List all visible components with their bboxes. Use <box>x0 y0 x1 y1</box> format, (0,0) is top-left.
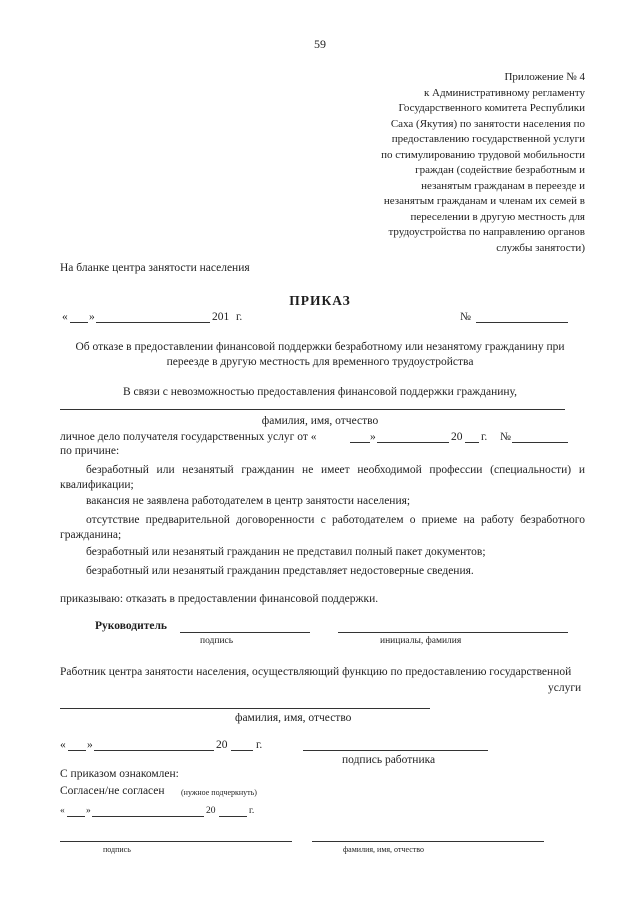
annex-line: незанятым гражданам и членам их семей в <box>383 195 585 207</box>
case-day-blank <box>350 442 370 443</box>
annex-block <box>381 70 585 256</box>
annex-line: незанятым гражданам в переезде и <box>421 179 585 192</box>
annex-line: Саха (Якутия) по занятости населения по <box>390 117 585 130</box>
bottom-fio-blank <box>312 841 544 842</box>
bottom-date-open: « <box>60 806 65 816</box>
worker-year: 20 <box>216 739 228 751</box>
worker-fio-caption: фамилия, имя, отчество <box>235 712 352 724</box>
order-number-blank <box>476 322 568 323</box>
annex-line: Приложение № 4 <box>504 71 585 83</box>
annex-line: трудоустройства по направлению органов <box>388 226 585 238</box>
case-text: личное дело получателя государственных услуг от « <box>60 431 317 443</box>
document-title: ПРИКАЗ <box>289 293 351 308</box>
bottom-fio-caption: фамилия, имя, отчество <box>343 845 424 854</box>
bottom-day-blank <box>67 816 85 817</box>
case-year-blank <box>465 442 479 443</box>
worker-month-blank <box>94 750 214 751</box>
signature-caption: подпись <box>200 636 234 646</box>
reason-item: безработный или незанятый гражданин не представил полный пакет документов; <box>86 546 486 558</box>
worker-date-close: » <box>87 739 93 751</box>
bottom-signature-blank <box>60 841 292 842</box>
agree-note: (нужное подчеркнуть) <box>181 788 257 797</box>
reason-item: вакансия не заявлена работодателем в центр занятости населения; <box>86 495 411 507</box>
worker-date-open: « <box>60 739 66 751</box>
order-day-blank <box>70 322 88 323</box>
worker-day-blank <box>68 750 86 751</box>
order-year-suffix: г. <box>236 311 243 323</box>
bottom-year-suffix: г. <box>249 806 255 816</box>
head-initials-blank <box>338 632 568 633</box>
order-number-label: № <box>460 311 471 323</box>
case-number-blank <box>512 442 568 443</box>
reason-item: безработный или незанятый гражданин не имеет необходимой профессии (специальности) и квалификации; <box>60 464 585 491</box>
head-signature-blank <box>180 632 310 633</box>
order-date-close: » <box>89 311 95 323</box>
case-month-blank <box>377 442 449 443</box>
case-close-quote: » <box>370 431 376 443</box>
reason-item: отсутствие предварительной договоренности с работодателем о приеме на работу безработного гражданина; <box>60 514 585 541</box>
bottom-month-blank <box>92 816 204 817</box>
annex-line: по стимулированию трудовой мобильности <box>381 148 585 161</box>
annex-line: предоставлению государственной услуги <box>391 133 585 145</box>
bottom-date-close: » <box>86 806 91 816</box>
worker-signature-blank <box>303 750 488 751</box>
reason-label: по причине: <box>60 445 120 457</box>
fio-caption: фамилия, имя, отчество <box>261 415 379 427</box>
order-month-blank <box>96 322 210 323</box>
worker-fio-blank <box>60 708 430 709</box>
order-year: 201 <box>212 311 230 323</box>
worker-text-end: услуги <box>548 682 582 694</box>
worker-text: Работник центра занятости населения, осуществляющий функцию по предоставлению государственной <box>60 666 572 678</box>
fio-blank <box>60 409 565 410</box>
bottom-year-blank <box>219 816 247 817</box>
order-text: приказываю: отказать в предоставлении финансовой поддержки. <box>60 593 379 605</box>
case-year-suffix: г. <box>481 431 488 443</box>
intro-text: В связи с невозможностью предоставления финансовой поддержки гражданину, <box>122 386 518 398</box>
worker-year-blank <box>231 750 253 751</box>
bottom-year: 20 <box>206 806 216 816</box>
annex-line: к Административному регламенту <box>423 86 585 99</box>
annex-line: Государственного комитета Республики <box>398 102 585 114</box>
acquainted-text: С приказом ознакомлен: <box>60 768 179 780</box>
case-number-label: № <box>500 431 511 443</box>
head-label: Руководитель <box>95 620 167 632</box>
bottom-signature-caption: подпись <box>103 845 131 854</box>
annex-line: переселении в другую местность для <box>410 210 585 223</box>
initials-caption: инициалы, фамилия <box>380 636 462 646</box>
letterhead-note: На бланке центра занятости населения <box>60 262 250 274</box>
order-subject: Об отказе в предоставлении финансовой поддержки безработному или незанятому гражданину при переезде в другую местность для временного трудоустройства <box>75 341 565 368</box>
worker-year-suffix: г. <box>256 739 263 751</box>
order-date-open: « <box>62 311 68 323</box>
case-year: 20 <box>451 431 463 443</box>
annex-line: граждан (содействие безработным и <box>415 164 585 176</box>
agree-text: Согласен/не согласен <box>60 785 165 797</box>
worker-signature-caption: подпись работника <box>342 754 436 766</box>
page-number: 59 <box>314 37 326 51</box>
reason-item: безработный или незанятый гражданин представляет недостоверные сведения. <box>86 565 474 577</box>
annex-line: службы занятости) <box>496 241 585 254</box>
